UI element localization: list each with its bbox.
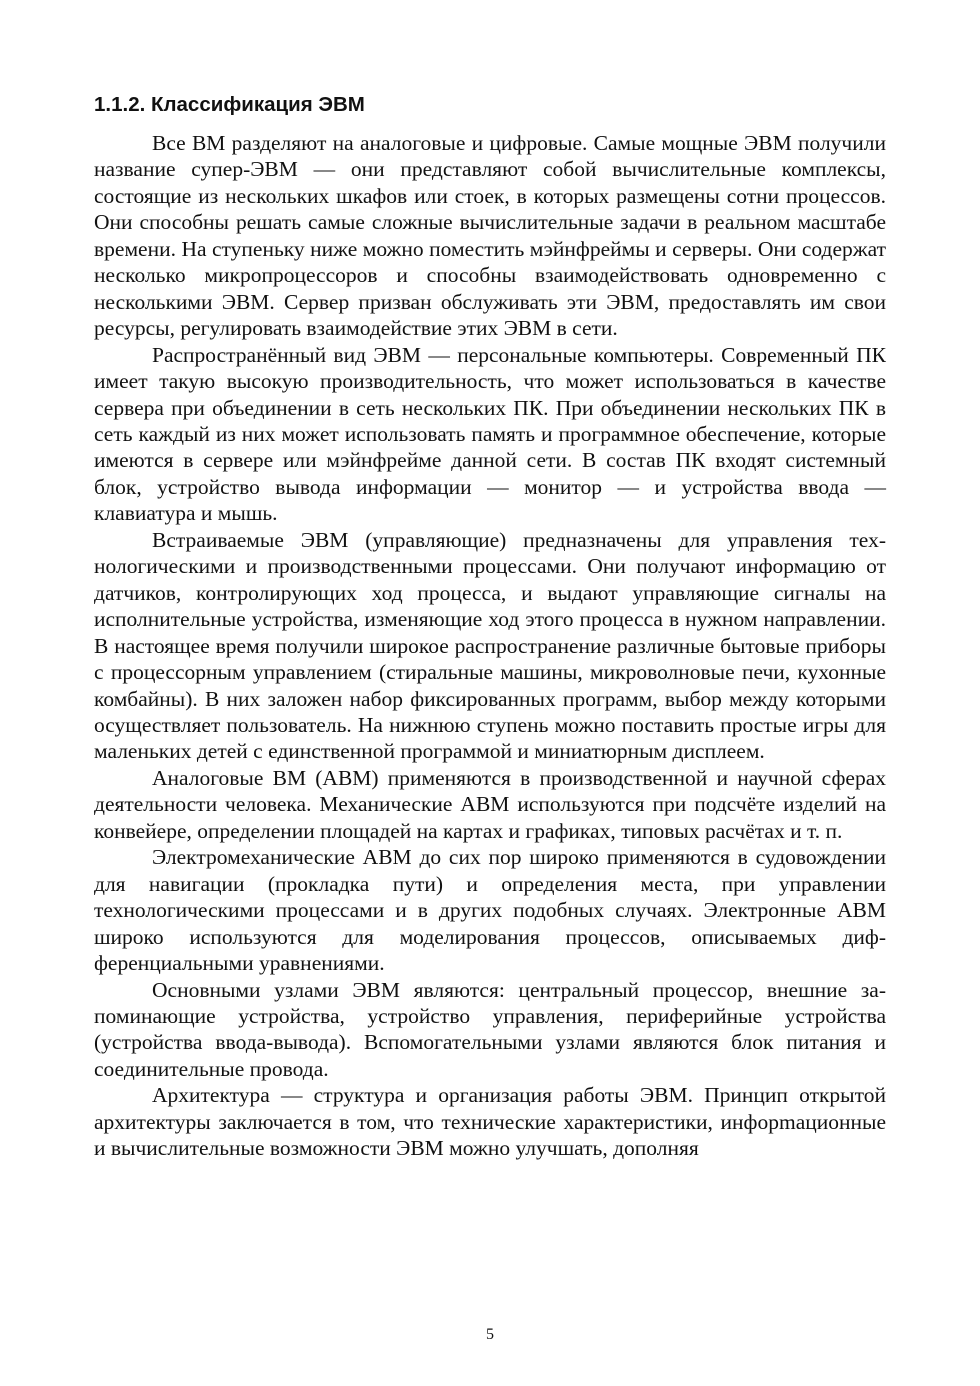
paragraph-electromechanical: Электромеханические АВМ до сих пор широко применяются в судовождении для навигации (прокладка пути) и определения места, при управлении технологическими процессами и в других подобных случаях. Электронные АВМ широко используются для моделирования процессов, описываемых дифференциальными уравнениями. [94, 845, 886, 976]
paragraph-personal-computers: Распространённый вид ЭВМ — персональные компьютеры. Современный ПК имеет такую высокую производительность, что может использоваться в качестве сервера при объединении в сеть нескольких ПК. При объединении нескольких ПК в сеть каждый из них может использовать память и программное обеспечение, которые имеются в сервере или мэйнфрейме данной сети. В состав ПК входят системный блок, устройство вывода информации — монитор — и устройства ввода — клавиатура и мышь. [94, 342, 886, 526]
paragraph-main-units: Основными узлами ЭВМ являются: центральный процессор, внешние запоминающие устройства, устройство управления, периферийные устройства (устройства ввода-вывода). Вспомогательными узлами являются блок питания и соединительные провода. [94, 977, 886, 1081]
page-body [94, 90, 886, 1162]
page-number: 5 [486, 1326, 494, 1343]
section-heading: 1.1.2. Классификация ЭВМ [94, 93, 365, 116]
paragraph-embedded-computers: Встраиваемые ЭВМ (управляющие) предназначены для управления технологическими и производственными процессами. Они получают информацию от датчиков, контролирующих ход процесса, и выдают управляющие сигналы на исполнительные устройства, изменяющие ход этого процесса в нужном направлении. В настоящее время получили широкое распространение различные бытовые приборы с процессорным управлением (стиральные машины, микроволновые печи, кухонные комбайны). В них заложен набор фиксированных программ, выбор между которыми осуществляет пользователь. На нижнюю ступень можно поставить простые игры для маленьких детей с единственной программой и миниатюрным дисплеем. [94, 527, 886, 764]
paragraph-architecture: Архитектура — структура и организация работы ЭВМ. Принцип открытой архитектуры заключается в том, что технические характеристики, инфорmационные и вычислительные возможности ЭВМ можно улучшать, дополняя [94, 1083, 886, 1161]
paragraph-analog-computers: Аналоговые ВМ (АВМ) применяются в производственной и научной сферах деятельности человека. Механические АВМ используются при подсчёте изделий на конвейере, определении площадей на картах и графиках, типовых расчётах и т. п. [94, 765, 886, 843]
paragraph-analog-digital: Все ВМ разделяют на аналоговые и цифровые. Самые мощные ЭВМ получили название супер-ЭВМ — они представляют собой вычислительные комплексы, состоящие из нескольких шкафов или стоек, в которых размещены сотни процессов. Они способны решать самые сложные вычислительные задачи в реальном масштабе времени. На ступеньку ниже можно поместить мэйнфреймы и серверы. Они содержат несколько микропроцессоров и способны взаимодействовать одновременно с несколькими ЭВМ. Сервер призван обслуживать эти ЭВМ, предоставлять им свои ресурсы, регулировать взаимодействие этих ЭВМ в сети. [94, 131, 886, 341]
